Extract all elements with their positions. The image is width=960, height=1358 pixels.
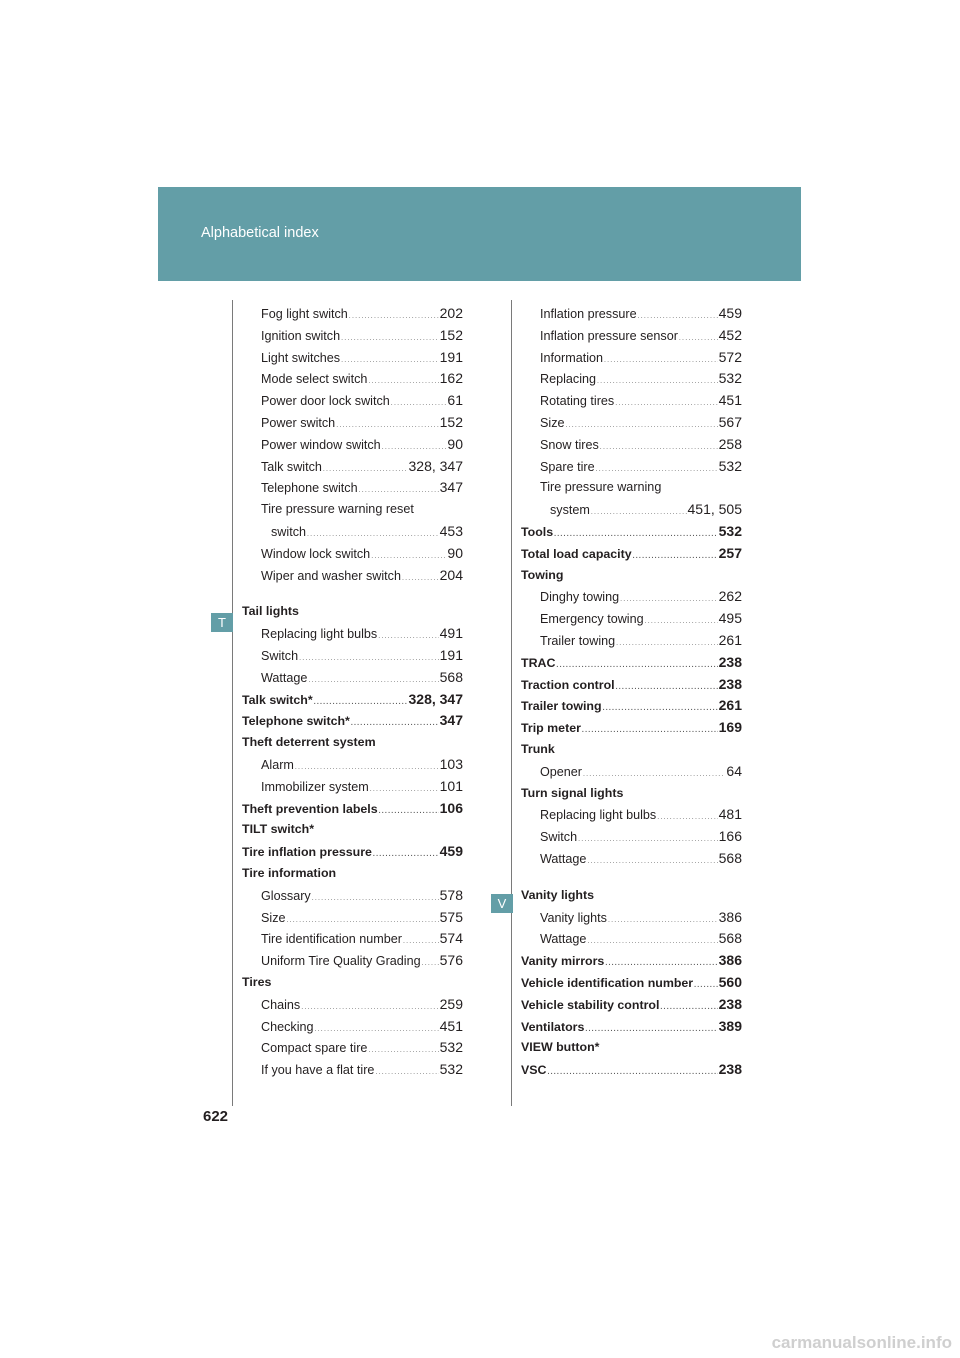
index-entry[interactable] <box>242 1016 463 1038</box>
index-entry-label: Switch <box>261 648 299 663</box>
dot-leader <box>315 1019 439 1041</box>
index-entry-page[interactable]: 347 <box>439 479 463 496</box>
dot-leader <box>600 437 718 459</box>
index-entry-page[interactable]: 576 <box>439 952 463 969</box>
index-column-left <box>242 303 463 1081</box>
index-entry[interactable] <box>242 689 463 711</box>
index-entry[interactable] <box>242 434 463 456</box>
index-entry-page[interactable]: 560 <box>718 973 742 990</box>
index-entry-label: Talk switch* <box>242 692 313 707</box>
index-entry[interactable] <box>521 783 742 805</box>
index-entry-page[interactable]: 574 <box>439 930 463 947</box>
index-entry-label: Rotating tires <box>540 394 615 409</box>
index-entry[interactable] <box>521 303 742 325</box>
index-entry[interactable] <box>521 994 742 1016</box>
dot-leader <box>341 328 439 350</box>
index-entry-label: Uniform Tire Quality Grading <box>261 954 421 969</box>
index-entry[interactable] <box>521 456 742 478</box>
index-entry[interactable] <box>521 695 742 717</box>
index-entry-label: Turn signal lights <box>521 785 624 800</box>
index-entry-page[interactable]: 204 <box>439 566 463 583</box>
dot-leader <box>633 546 718 568</box>
index-entry-page[interactable]: 347 <box>439 712 463 729</box>
index-entry-page[interactable]: 261 <box>718 697 742 714</box>
index-entry-label: Fog light switch <box>261 307 348 321</box>
index-entry[interactable] <box>521 1037 742 1059</box>
index-entry[interactable] <box>242 390 463 412</box>
index-entry-label: Wattage <box>540 851 587 866</box>
index-entry[interactable] <box>521 521 742 543</box>
index-entry-label: Replacing light bulbs <box>540 808 657 823</box>
index-entry-page[interactable]: 459 <box>718 305 742 321</box>
index-entry-page[interactable]: 568 <box>439 668 463 685</box>
index-entry[interactable] <box>521 848 742 870</box>
index-entry-page[interactable]: 495 <box>718 610 742 627</box>
index-entry[interactable] <box>242 477 463 499</box>
index-entry[interactable] <box>242 754 463 776</box>
index-entry-label: VSC <box>521 1063 547 1078</box>
index-entry[interactable] <box>242 972 463 994</box>
dot-leader <box>314 692 408 714</box>
index-entry-page[interactable]: 257 <box>718 544 742 561</box>
index-entry-page[interactable]: 238 <box>718 995 742 1012</box>
dot-leader <box>657 807 717 829</box>
center-column-rule <box>511 300 512 1106</box>
index-entry-page[interactable]: 90 <box>447 544 463 561</box>
index-entry-label: Light switches <box>261 350 341 365</box>
index-entry-page[interactable]: 261 <box>718 631 742 648</box>
index-entry-page[interactable]: 259 <box>439 995 463 1012</box>
left-column-rule <box>232 300 233 1106</box>
index-entry-label: Trip meter <box>521 721 581 736</box>
index-entry-page[interactable]: 567 <box>718 413 742 430</box>
index-entry-label: Alarm <box>261 757 294 772</box>
index-entry-label: system <box>550 503 590 518</box>
section-title: Alphabetical index <box>201 225 319 241</box>
index-entry-label: Ignition switch <box>261 328 341 343</box>
dot-leader <box>608 910 718 932</box>
index-entry-page[interactable]: 238 <box>718 675 742 692</box>
index-entry-label: Mode select switch <box>261 372 368 387</box>
index-entry[interactable] <box>242 325 463 347</box>
index-entry-label: Wattage <box>261 670 308 685</box>
index-entry-label: Telephone switch* <box>242 714 350 729</box>
index-entry[interactable] <box>242 732 463 754</box>
index-entry[interactable] <box>521 390 742 412</box>
index-entry[interactable] <box>521 907 742 929</box>
index-entry[interactable] <box>242 907 463 929</box>
index-entry[interactable] <box>521 674 742 696</box>
index-entry-label: Tire inflation pressure <box>242 845 372 860</box>
index-entry[interactable] <box>242 521 463 543</box>
dot-leader <box>585 1019 717 1041</box>
index-entry[interactable] <box>521 1016 742 1038</box>
index-entry-label: Wiper and washer switch <box>261 568 401 583</box>
dot-leader <box>578 829 718 851</box>
index-entry[interactable] <box>242 347 463 369</box>
index-entry[interactable] <box>521 412 742 434</box>
index-entry-page[interactable]: 451, 505 <box>687 501 742 518</box>
index-column-right <box>521 303 742 1081</box>
index-entry[interactable] <box>242 543 463 565</box>
index-entry-label: Towing <box>521 567 564 582</box>
index-entry-label: Inflation pressure <box>540 307 637 321</box>
index-entry-label: Compact spare tire <box>261 1041 368 1056</box>
index-entry-label: Power door lock switch <box>261 394 390 409</box>
index-entry-label: Tire pressure warning <box>540 480 662 495</box>
page-number: 622 <box>203 1108 229 1125</box>
index-entry-page[interactable]: 169 <box>718 719 742 736</box>
index-entry-label: VIEW button* <box>521 1040 600 1055</box>
index-entry-label: Spare tire <box>540 459 595 474</box>
index-entry-label: Size <box>540 415 565 430</box>
index-entry-page[interactable]: 532 <box>718 522 742 539</box>
index-entry-page[interactable]: 532 <box>718 370 742 387</box>
index-entry-page[interactable]: 328, 347 <box>408 690 463 707</box>
dot-leader <box>373 844 439 866</box>
index-entry-label: TILT switch* <box>242 822 315 837</box>
index-entry-label: If you have a flat tire <box>261 1063 375 1078</box>
dot-leader <box>323 459 408 481</box>
index-entry-page[interactable]: 481 <box>718 806 742 823</box>
index-entry[interactable] <box>521 826 742 848</box>
dot-leader <box>422 953 439 975</box>
index-entry[interactable] <box>242 412 463 434</box>
index-entry-page[interactable]: 191 <box>439 646 463 663</box>
index-entry-label: Opener <box>540 764 583 779</box>
index-entry-page[interactable]: 386 <box>718 908 742 925</box>
index-entry-page[interactable]: 451 <box>718 392 742 409</box>
index-entry-label: Ventilators <box>521 1019 585 1034</box>
index-entry[interactable] <box>242 950 463 972</box>
dot-leader <box>375 1062 438 1084</box>
dot-leader <box>312 888 439 910</box>
dot-leader <box>620 589 718 611</box>
index-entry-label: Tools <box>521 524 554 539</box>
index-entry-page[interactable]: 90 <box>447 435 463 452</box>
index-entry-label: Vanity lights <box>540 910 607 925</box>
dot-leader <box>371 546 446 568</box>
dot-leader <box>591 502 687 524</box>
dot-leader <box>615 393 717 415</box>
index-entry-label: Dinghy towing <box>540 590 620 605</box>
index-entry[interactable] <box>521 347 742 369</box>
index-entry-label: Tail lights <box>242 604 299 619</box>
index-entry[interactable] <box>242 776 463 798</box>
index-entry-page[interactable]: 238 <box>718 653 742 670</box>
dot-leader <box>547 1062 717 1084</box>
dot-leader <box>694 975 718 997</box>
index-entry-label: Snow tires <box>540 437 599 452</box>
index-entry[interactable] <box>242 499 463 521</box>
dot-leader <box>378 626 438 648</box>
index-entry[interactable] <box>242 303 463 325</box>
index-entry[interactable] <box>242 623 463 645</box>
index-entry-page[interactable]: 262 <box>718 588 742 605</box>
index-entry-page[interactable]: 258 <box>718 435 742 452</box>
dot-leader <box>391 393 447 415</box>
index-entry-label: Tire identification number <box>261 932 402 947</box>
index-entry-page[interactable]: 532 <box>718 457 742 474</box>
index-entry[interactable] <box>521 739 742 761</box>
dot-leader <box>402 568 439 590</box>
index-entry-label: Chains <box>261 997 301 1012</box>
index-entry-page[interactable]: 166 <box>718 828 742 845</box>
index-entry-label: Trunk <box>521 741 555 756</box>
index-entry-page[interactable]: 532 <box>439 1061 463 1078</box>
index-entry[interactable] <box>242 863 463 885</box>
index-entry-page[interactable]: 238 <box>718 1061 742 1078</box>
index-entry-page[interactable]: 61 <box>447 392 463 409</box>
index-entry[interactable] <box>521 630 742 652</box>
index-entry-page[interactable]: 568 <box>718 849 742 866</box>
section-tab-t[interactable]: T <box>211 613 233 632</box>
index-entry[interactable] <box>242 368 463 390</box>
index-entry-page[interactable]: 389 <box>718 1017 742 1034</box>
index-entry[interactable] <box>242 885 463 907</box>
index-entry[interactable] <box>521 717 742 739</box>
index-entry[interactable] <box>521 434 742 456</box>
index-entry-page[interactable]: 459 <box>439 843 463 860</box>
index-entry-page[interactable]: 532 <box>439 1039 463 1056</box>
index-entry[interactable] <box>521 325 742 347</box>
index-entry-label: Vehicle stability control <box>521 997 660 1012</box>
dot-leader <box>587 851 717 873</box>
dot-leader <box>336 415 438 437</box>
index-entry-page[interactable]: 328, 347 <box>408 457 463 474</box>
dot-leader <box>582 720 718 742</box>
index-entry-label: TRAC <box>521 655 556 670</box>
index-entry[interactable] <box>521 586 742 608</box>
index-entry[interactable] <box>242 1059 463 1081</box>
index-entry[interactable] <box>242 667 463 689</box>
index-entry[interactable] <box>242 456 463 478</box>
index-entry[interactable] <box>242 565 463 587</box>
dot-leader <box>603 698 718 720</box>
index-entry[interactable] <box>521 652 742 674</box>
index-entry-label: Tire pressure warning reset <box>261 502 414 517</box>
index-entry-page[interactable]: 452 <box>718 326 742 343</box>
index-entry[interactable] <box>521 477 742 499</box>
index-entry[interactable] <box>242 798 463 820</box>
dot-leader <box>368 371 438 393</box>
index-entry-label: Switch <box>540 830 578 845</box>
index-entry-label: Vanity mirrors <box>521 954 605 969</box>
dot-leader <box>616 677 718 699</box>
index-entry-page[interactable]: 191 <box>439 348 463 365</box>
index-entry[interactable] <box>521 608 742 630</box>
index-entry-page[interactable]: 103 <box>439 755 463 772</box>
dot-leader <box>370 779 439 801</box>
dot-leader <box>645 611 718 633</box>
index-entry-page[interactable]: 578 <box>439 886 463 903</box>
index-entry-label: Vanity lights <box>521 887 594 902</box>
index-entry-label: Traction control <box>521 677 615 692</box>
index-entry[interactable] <box>521 804 742 826</box>
index-entry-page[interactable]: 453 <box>439 522 463 539</box>
dot-leader <box>299 648 439 670</box>
index-entry[interactable] <box>242 645 463 667</box>
index-entry[interactable] <box>242 994 463 1016</box>
index-entry-page[interactable]: 202 <box>439 305 463 321</box>
index-entry-label: Tire information <box>242 865 337 880</box>
index-entry[interactable] <box>521 928 742 950</box>
dot-leader <box>597 371 718 393</box>
dot-leader <box>605 953 717 975</box>
index-entry-label: Inflation pressure sensor <box>540 328 678 343</box>
index-entry-page[interactable]: 491 <box>439 625 463 642</box>
index-entry-label: switch <box>271 524 306 539</box>
dot-leader <box>604 350 718 372</box>
dot-leader <box>295 757 439 779</box>
index-entry-label: Glossary <box>261 888 311 903</box>
dot-leader <box>287 910 439 932</box>
index-entry-label: Information <box>540 350 603 365</box>
index-entry[interactable] <box>242 601 463 623</box>
index-entry[interactable] <box>521 885 742 907</box>
index-entry-label: Power window switch <box>261 437 381 452</box>
index-entry-label: Telephone switch <box>261 481 358 496</box>
index-entry[interactable] <box>521 499 742 521</box>
section-tab-v[interactable]: V <box>491 894 513 913</box>
index-entry-page[interactable]: 572 <box>718 348 742 365</box>
index-entry-page[interactable]: 451 <box>439 1017 463 1034</box>
watermark: carmanualsonline.info <box>771 1333 952 1352</box>
dot-leader <box>660 997 717 1019</box>
index-entry-page[interactable]: 575 <box>439 908 463 925</box>
dot-leader <box>403 931 439 953</box>
dot-leader <box>679 328 718 350</box>
dot-leader <box>556 655 717 677</box>
index-entry-label: Size <box>261 910 286 925</box>
index-entry-page[interactable]: 162 <box>439 370 463 387</box>
index-entry-label: Vehicle identification number <box>521 975 694 990</box>
index-entry[interactable] <box>242 819 463 841</box>
index-entry-label: Theft deterrent system <box>242 735 376 750</box>
index-entry-label: Window lock switch <box>261 546 371 561</box>
dot-leader <box>638 306 718 328</box>
index-entry[interactable] <box>242 928 463 950</box>
index-entry[interactable] <box>521 761 742 783</box>
dot-leader <box>368 1040 438 1062</box>
dot-leader <box>307 524 439 546</box>
index-entry-page[interactable]: 106 <box>439 799 463 816</box>
index-entry-page[interactable]: 568 <box>718 930 742 947</box>
index-entry-page[interactable]: 152 <box>439 326 463 343</box>
index-entry-label: Power switch <box>261 415 336 430</box>
index-entry-label: Theft prevention labels <box>242 801 378 816</box>
index-entry-page[interactable]: 152 <box>439 413 463 430</box>
index-entry-label: Trailer towing <box>521 699 602 714</box>
index-entry[interactable] <box>521 950 742 972</box>
dot-leader <box>349 306 439 328</box>
index-entry[interactable] <box>521 565 742 587</box>
index-entry-page[interactable]: 101 <box>439 777 463 794</box>
index-entry[interactable] <box>521 543 742 565</box>
dot-leader <box>566 415 718 437</box>
dot-leader <box>554 524 718 546</box>
dot-leader <box>301 997 438 1019</box>
index-entry-label: Talk switch <box>261 459 322 474</box>
dot-leader <box>341 350 439 372</box>
index-entry[interactable] <box>242 841 463 863</box>
index-entry[interactable] <box>521 972 742 994</box>
dot-leader <box>587 931 717 953</box>
index-entry-label: Replacing light bulbs <box>261 627 378 642</box>
index-entry-label: Replacing <box>540 372 597 387</box>
page-header <box>158 187 801 281</box>
index-entry[interactable] <box>521 1059 742 1081</box>
index-entry[interactable] <box>242 710 463 732</box>
index-entry-label: Immobilizer system <box>261 779 369 794</box>
index-entry-label: Emergency towing <box>540 612 644 627</box>
index-entry-page[interactable]: 64 <box>726 762 742 779</box>
index-entry-label: Total load capacity <box>521 546 632 561</box>
index-entry-label: Tires <box>242 974 272 989</box>
index-entry[interactable] <box>521 368 742 390</box>
index-entry-label: Wattage <box>540 932 587 947</box>
index-entry-page[interactable]: 386 <box>718 952 742 969</box>
index-entry[interactable] <box>242 1037 463 1059</box>
dot-leader <box>616 633 718 655</box>
dot-leader <box>379 801 439 823</box>
index-entry-label: Checking <box>261 1019 314 1034</box>
index-entry-label: Trailer towing <box>540 633 616 648</box>
